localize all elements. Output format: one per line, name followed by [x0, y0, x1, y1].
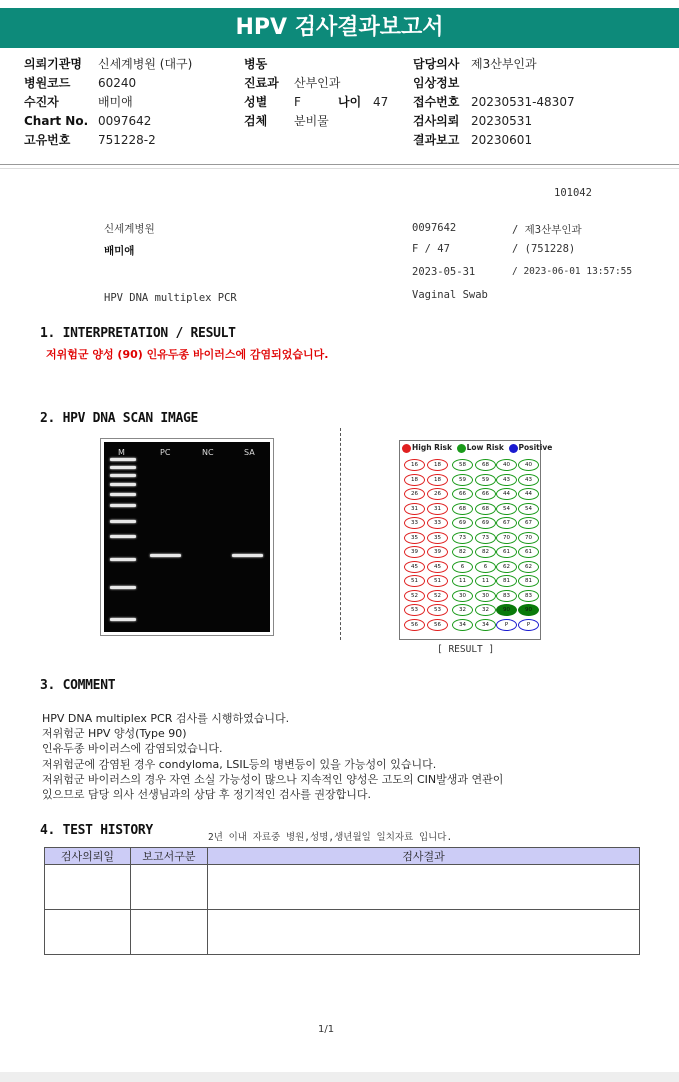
ladder-band	[110, 474, 136, 477]
high-risk-dot-icon	[402, 444, 411, 453]
result-cell: 31	[427, 503, 448, 515]
result-cell: 83	[496, 590, 517, 602]
header-divider	[0, 164, 679, 165]
result-cell: 61	[496, 546, 517, 558]
header-field	[413, 131, 532, 149]
header-field	[24, 131, 156, 149]
result-cell: 6	[475, 561, 496, 573]
result-cell: 56	[427, 619, 448, 631]
result-cell: 11	[452, 575, 473, 587]
header-label: 수진자	[24, 95, 59, 109]
gel-electrophoresis-image	[100, 438, 274, 636]
header-value: 0097642	[98, 114, 152, 128]
result-cell: 62	[496, 561, 517, 573]
header-field	[413, 74, 471, 92]
result-cell: 66	[475, 488, 496, 500]
header-field	[244, 112, 329, 130]
header-label: 검사의뢰	[413, 114, 460, 128]
result-cell: 51	[404, 575, 425, 587]
header-value: 배미애	[98, 95, 133, 109]
history-col-result: 검사결과	[208, 848, 640, 865]
result-cell: 11	[475, 575, 496, 587]
header-label: 고유번호	[24, 133, 71, 147]
result-cell: 35	[404, 532, 425, 544]
section-comment-title: 3. COMMENT	[40, 678, 116, 693]
header-value: 60240	[98, 76, 137, 90]
header-field	[244, 74, 340, 92]
sample-band	[232, 554, 263, 557]
info-birth: / (751228)	[512, 243, 576, 255]
result-cell: 40	[518, 459, 539, 471]
header-label: 임상정보	[413, 76, 460, 90]
result-cell: 45	[404, 561, 425, 573]
comment-line: 저위험군 HPV 양성(Type 90)	[42, 727, 187, 741]
header-field	[24, 112, 151, 130]
result-cell: 18	[427, 459, 448, 471]
result-cell: 32	[475, 604, 496, 616]
result-cell: 69	[475, 517, 496, 529]
ladder-band	[110, 466, 136, 469]
result-cell: 82	[452, 546, 473, 558]
info-patient: 배미애	[104, 245, 135, 257]
section-scan-image-title: 2. HPV DNA SCAN IMAGE	[40, 411, 199, 426]
header-value: 신세계병원 (대구)	[98, 57, 193, 71]
result-cell: 59	[452, 474, 473, 486]
header-value: F	[294, 95, 301, 109]
result-cell: 45	[427, 561, 448, 573]
result-cell: 39	[404, 546, 425, 558]
header-field	[413, 55, 537, 73]
gel-area	[104, 442, 270, 632]
comment-line: HPV DNA multiplex PCR 검사를 시행하였습니다.	[42, 712, 290, 725]
info-dept: / 제3산부인과	[512, 224, 582, 236]
result-cell: 34	[452, 619, 473, 631]
result-cell: P	[518, 619, 539, 631]
comment-line: 저위험군 바이러스의 경우 자연 소실 가능성이 많으나 지속적인 양성은 고도의 CIN발생과 연관이	[42, 772, 504, 786]
comment-line: 있으므로 담당 의사 선생님과의 상담 후 정기적인 검사를 권장합니다.	[42, 788, 371, 801]
result-cell: 53	[404, 604, 425, 616]
result-cell: 35	[427, 532, 448, 544]
info-chart: 0097642	[412, 222, 457, 234]
result-cell: 33	[427, 517, 448, 529]
result-cell: 52	[427, 590, 448, 602]
report-code: 101042	[554, 187, 592, 199]
info-hospital: 신세계병원	[104, 223, 155, 235]
result-cell: 33	[404, 517, 425, 529]
result-cell: 39	[427, 546, 448, 558]
header-value: 20230601	[471, 133, 533, 147]
info-test: HPV DNA multiplex PCR	[104, 292, 237, 304]
ladder-band	[110, 483, 136, 486]
result-cell: 16	[404, 459, 425, 471]
result-cell: 81	[518, 575, 539, 587]
header-label: 성별	[244, 95, 268, 109]
header-field	[24, 55, 192, 73]
gel-lane-label: PC	[160, 448, 171, 457]
result-cell: 70	[496, 532, 517, 544]
legend-high: High Risk	[412, 443, 452, 452]
result-cell: 54	[518, 503, 539, 515]
result-cell: 34	[475, 619, 496, 631]
result-cell: 82	[475, 546, 496, 558]
header-label: Chart No.	[24, 114, 89, 128]
header-field	[24, 93, 133, 111]
header-divider-2	[0, 168, 679, 169]
info-report-time: / 2023-06-01 13:57:55	[512, 266, 633, 277]
header-field	[413, 112, 532, 130]
section-interpretation-title: 1. INTERPRETATION / RESULT	[40, 326, 236, 341]
header-value: 20230531-48307	[471, 95, 575, 109]
result-cell: 43	[496, 474, 517, 486]
result-cell: 18	[404, 474, 425, 486]
result-cell: 69	[452, 517, 473, 529]
table-row	[45, 910, 640, 955]
result-cell: 44	[518, 488, 539, 500]
page-number: 1/1	[318, 1024, 335, 1035]
header-label: 병원코드	[24, 76, 71, 90]
header-label: 병동	[244, 57, 268, 71]
gel-lane-label: M	[118, 448, 125, 457]
result-cell: P	[496, 619, 517, 631]
result-cell: 30	[452, 590, 473, 602]
header-field	[244, 93, 301, 111]
result-cell: 44	[496, 488, 517, 500]
history-note: 2년 이내 자료중 병원,성명,생년월일 일치자료 입니다.	[208, 832, 453, 843]
result-cell: 61	[518, 546, 539, 558]
ladder-band	[110, 558, 136, 561]
low-risk-dot-icon	[457, 444, 466, 453]
header-value: 751228-2	[98, 133, 156, 147]
result-cell: 81	[496, 575, 517, 587]
header-value: 분비물	[294, 114, 329, 128]
history-table	[44, 847, 640, 955]
ladder-band	[110, 618, 136, 621]
header-field	[244, 55, 294, 73]
header-value: 산부인과	[294, 76, 341, 90]
hpv-result-panel	[399, 440, 553, 640]
header-label: 진료과	[244, 76, 279, 90]
result-cell: 18	[427, 474, 448, 486]
header-field	[413, 93, 575, 111]
result-cell: 73	[452, 532, 473, 544]
gel-lane-label: SA	[244, 448, 255, 457]
sample-band	[150, 554, 181, 557]
header-value: 20230531	[471, 114, 533, 128]
positive-dot-icon	[509, 444, 518, 453]
comment-line: 저위험군에 감염된 경우 condyloma, LSIL등의 병변등이 있을 가능성이 있습니다.	[42, 757, 437, 771]
history-col-date: 검사의뢰일	[45, 848, 131, 865]
result-cell: 68	[475, 503, 496, 515]
result-cell: 90	[518, 604, 539, 616]
result-cell: 62	[518, 561, 539, 573]
result-cell: 66	[452, 488, 473, 500]
ladder-band	[110, 504, 136, 507]
ladder-band	[110, 535, 136, 538]
header-field	[24, 74, 136, 92]
panel-legend	[402, 443, 552, 453]
table-row	[45, 865, 640, 910]
header-value: 제3산부인과	[471, 57, 537, 71]
result-cell: 73	[475, 532, 496, 544]
legend-positive: Positive	[518, 443, 553, 452]
result-cell: 30	[475, 590, 496, 602]
section-history-title: 4. TEST HISTORY	[40, 823, 153, 838]
result-cell: 26	[404, 488, 425, 500]
result-cell: 6	[452, 561, 473, 573]
result-cell: 67	[518, 517, 539, 529]
result-cell: 32	[452, 604, 473, 616]
interpretation-result: 저위험군 양성 (90) 인유두종 바이러스에 감염되었습니다.	[46, 348, 329, 361]
result-cell: 40	[496, 459, 517, 471]
age-value: 47	[373, 95, 389, 109]
header-label: 접수번호	[413, 95, 460, 109]
result-cell: 67	[496, 517, 517, 529]
age-field	[338, 93, 388, 111]
header-label: 결과보고	[413, 133, 460, 147]
result-cell: 68	[452, 503, 473, 515]
ladder-band	[110, 520, 136, 523]
result-cell: 56	[404, 619, 425, 631]
legend-low: Low Risk	[466, 443, 504, 452]
result-cell: 68	[475, 459, 496, 471]
result-cell: 70	[518, 532, 539, 544]
result-cell: 51	[427, 575, 448, 587]
result-cell: 58	[452, 459, 473, 471]
result-cell: 90	[496, 604, 517, 616]
comment-line: 인유두종 바이러스에 감염되었습니다.	[42, 742, 223, 756]
result-cell: 53	[427, 604, 448, 616]
age-label: 나이	[338, 95, 362, 109]
ladder-band	[110, 586, 136, 589]
result-cell: 26	[427, 488, 448, 500]
result-cell: 52	[404, 590, 425, 602]
footer-bar	[0, 1072, 679, 1082]
ladder-band	[110, 493, 136, 496]
info-specimen: Vaginal Swab	[412, 289, 488, 301]
image-divider	[340, 428, 341, 640]
result-cell: 31	[404, 503, 425, 515]
history-col-type: 보고서구분	[131, 848, 208, 865]
header-label: 의뢰기관명	[24, 57, 82, 71]
result-caption: [ RESULT ]	[437, 644, 495, 655]
result-cell: 59	[475, 474, 496, 486]
header-label: 검체	[244, 114, 268, 128]
header-label: 담당의사	[413, 57, 460, 71]
ladder-band	[110, 458, 136, 461]
history-header-row	[45, 848, 640, 865]
info-sex-age: F / 47	[412, 243, 450, 255]
result-cell: 83	[518, 590, 539, 602]
result-cell: 54	[496, 503, 517, 515]
result-cell: 43	[518, 474, 539, 486]
gel-lane-label: NC	[202, 448, 214, 457]
info-date: 2023-05-31	[412, 266, 476, 278]
report-title: HPV 검사결과보고서	[0, 8, 679, 48]
